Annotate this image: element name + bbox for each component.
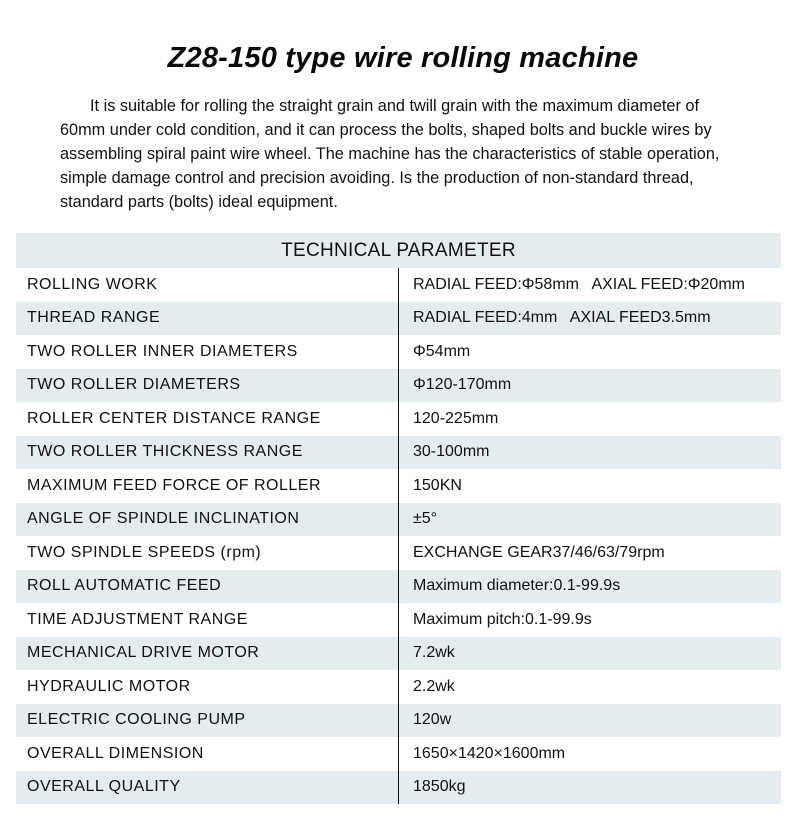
table-row [16, 268, 781, 302]
param-label: OVERALL QUALITY [16, 771, 399, 805]
technical-parameter-table [16, 233, 781, 804]
product-description: It is suitable for rolling the straight grain and twill grain with the maximum diameter of 60mm under cold condition, and it can process the bolts, shaped bolts and buckle wires by assembling spiral paint wire wheel. The machine has the characteristics of stable operation, simple damage control and precision avoiding. Is the production of non-standard thread, standard parts (bolts) ideal equipment. [60, 97, 720, 211]
table-row [16, 771, 781, 805]
param-value: Φ54mm [399, 335, 782, 369]
param-value: 150KN [399, 469, 782, 503]
param-label: TWO ROLLER THICKNESS RANGE [16, 436, 399, 470]
table-row [16, 570, 781, 604]
param-label: ROLL AUTOMATIC FEED [16, 570, 399, 604]
param-label: ROLLING WORK [16, 268, 399, 302]
param-value: 1850kg [399, 771, 782, 805]
param-label: TWO ROLLER DIAMETERS [16, 369, 399, 403]
param-label: MAXIMUM FEED FORCE OF ROLLER [16, 469, 399, 503]
table-row [16, 335, 781, 369]
page-title: Z28-150 type wire rolling machine [167, 42, 639, 74]
table-row [16, 369, 781, 403]
table-row [16, 737, 781, 771]
param-value: Maximum pitch:0.1-99.9s [399, 603, 782, 637]
param-label: ANGLE OF SPINDLE INCLINATION [16, 503, 399, 537]
param-value: EXCHANGE GEAR37/46/63/79rpm [399, 536, 782, 570]
param-value: Maximum diameter:0.1-99.9s [399, 570, 782, 604]
param-value: ±5° [399, 503, 782, 537]
table-row [16, 469, 781, 503]
param-value: 120-225mm [399, 402, 782, 436]
param-value: 1650×1420×1600mm [399, 737, 782, 771]
param-label: THREAD RANGE [16, 302, 399, 336]
param-label: ELECTRIC COOLING PUMP [16, 704, 399, 738]
param-label: MECHANICAL DRIVE MOTOR [16, 637, 399, 671]
param-value: 30-100mm [399, 436, 782, 470]
table-row [16, 603, 781, 637]
param-value: RADIAL FEED:4mm AXIAL FEED3.5mm [399, 302, 782, 336]
param-label: TIME ADJUSTMENT RANGE [16, 603, 399, 637]
table-row [16, 503, 781, 537]
param-value: 120w [399, 704, 782, 738]
param-value: 7.2wk [399, 637, 782, 671]
param-label: OVERALL DIMENSION [16, 737, 399, 771]
param-label: HYDRAULIC MOTOR [16, 670, 399, 704]
table-row [16, 436, 781, 470]
table-row [16, 302, 781, 336]
param-label: TWO ROLLER INNER DIAMETERS [16, 335, 399, 369]
table-row [16, 704, 781, 738]
table-body [16, 268, 781, 804]
table-row [16, 670, 781, 704]
param-value: 2.2wk [399, 670, 782, 704]
param-label: TWO SPINDLE SPEEDS (rpm) [16, 536, 399, 570]
table-row [16, 536, 781, 570]
param-value: Φ120-170mm [399, 369, 782, 403]
param-label: ROLLER CENTER DISTANCE RANGE [16, 402, 399, 436]
table-row [16, 637, 781, 671]
param-value: RADIAL FEED:Φ58mm AXIAL FEED:Φ20mm [399, 268, 782, 302]
table-header: TECHNICAL PARAMETER [16, 233, 781, 268]
table-header-row [16, 233, 781, 268]
table-row [16, 402, 781, 436]
